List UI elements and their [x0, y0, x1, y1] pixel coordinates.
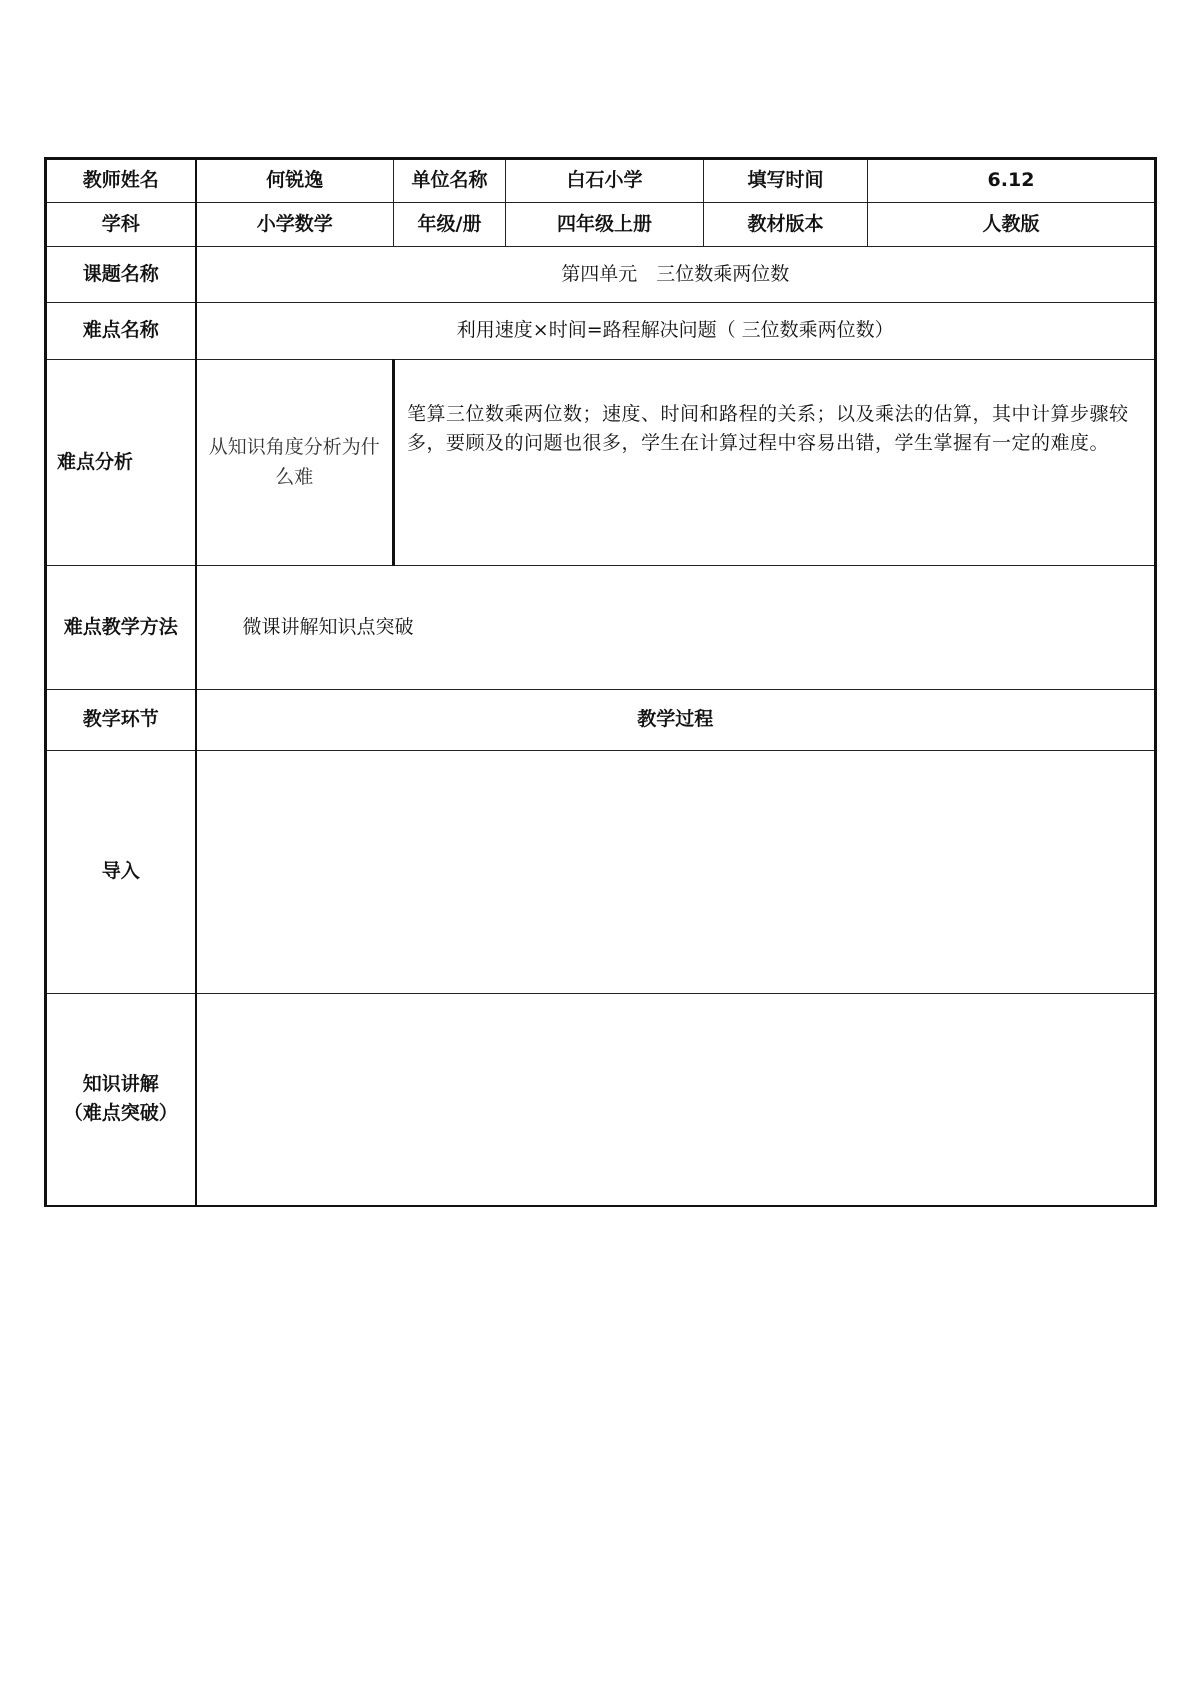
header-row-1	[46, 159, 1156, 203]
difficulty-row	[46, 303, 1156, 360]
analysis-angle: 从知识角度分析为什么难	[196, 360, 394, 566]
header-row-2	[46, 203, 1156, 247]
stage-row-knowledge	[46, 994, 1156, 1206]
fill-date-value: 6.12	[868, 159, 1156, 203]
lesson-plan-form	[44, 157, 1154, 1207]
unit-name-label: 单位名称	[394, 159, 506, 203]
difficulty-label: 难点名称	[46, 303, 196, 360]
teacher-name-label: 教师姓名	[46, 159, 196, 203]
method-row	[46, 566, 1156, 690]
method-value: 微课讲解知识点突破	[196, 566, 1156, 690]
stage-intro-content	[196, 751, 1156, 994]
analysis-row	[46, 360, 1156, 566]
stage-knowledge-label-line1: 知识讲解	[82, 1072, 159, 1095]
topic-value: 第四单元 三位数乘两位数	[196, 247, 1156, 303]
analysis-text: 笔算三位数乘两位数；速度、时间和路程的关系；以及乘法的估算，其中计算步骤较多，要顾及的问题也很多，学生在计算过程中容易出错，学生掌握有一定的难度。	[394, 360, 1156, 566]
teaching-process-label: 教学过程	[196, 690, 1156, 751]
stage-knowledge-content	[196, 994, 1156, 1206]
teacher-name-value: 何锐逸	[196, 159, 394, 203]
stage-knowledge-label-line2: （难点突破）	[63, 1102, 178, 1125]
edition-label: 教材版本	[704, 203, 868, 247]
subject-value: 小学数学	[196, 203, 394, 247]
process-header-row	[46, 690, 1156, 751]
method-label: 难点教学方法	[46, 566, 196, 690]
topic-row	[46, 247, 1156, 303]
edition-value: 人教版	[868, 203, 1156, 247]
stage-row-intro	[46, 751, 1156, 994]
unit-name-value: 白石小学	[506, 159, 704, 203]
teaching-stage-label: 教学环节	[46, 690, 196, 751]
grade-value: 四年级上册	[506, 203, 704, 247]
grade-label: 年级/册	[394, 203, 506, 247]
stage-intro-label: 导入	[46, 751, 196, 994]
difficulty-value: 利用速度×时间=路程解决问题（ 三位数乘两位数）	[196, 303, 1156, 360]
topic-label: 课题名称	[46, 247, 196, 303]
fill-date-label: 填写时间	[704, 159, 868, 203]
stage-knowledge-label	[46, 994, 196, 1206]
lesson-plan-table	[44, 157, 1157, 1207]
subject-label: 学科	[46, 203, 196, 247]
analysis-label: 难点分析	[46, 360, 196, 566]
